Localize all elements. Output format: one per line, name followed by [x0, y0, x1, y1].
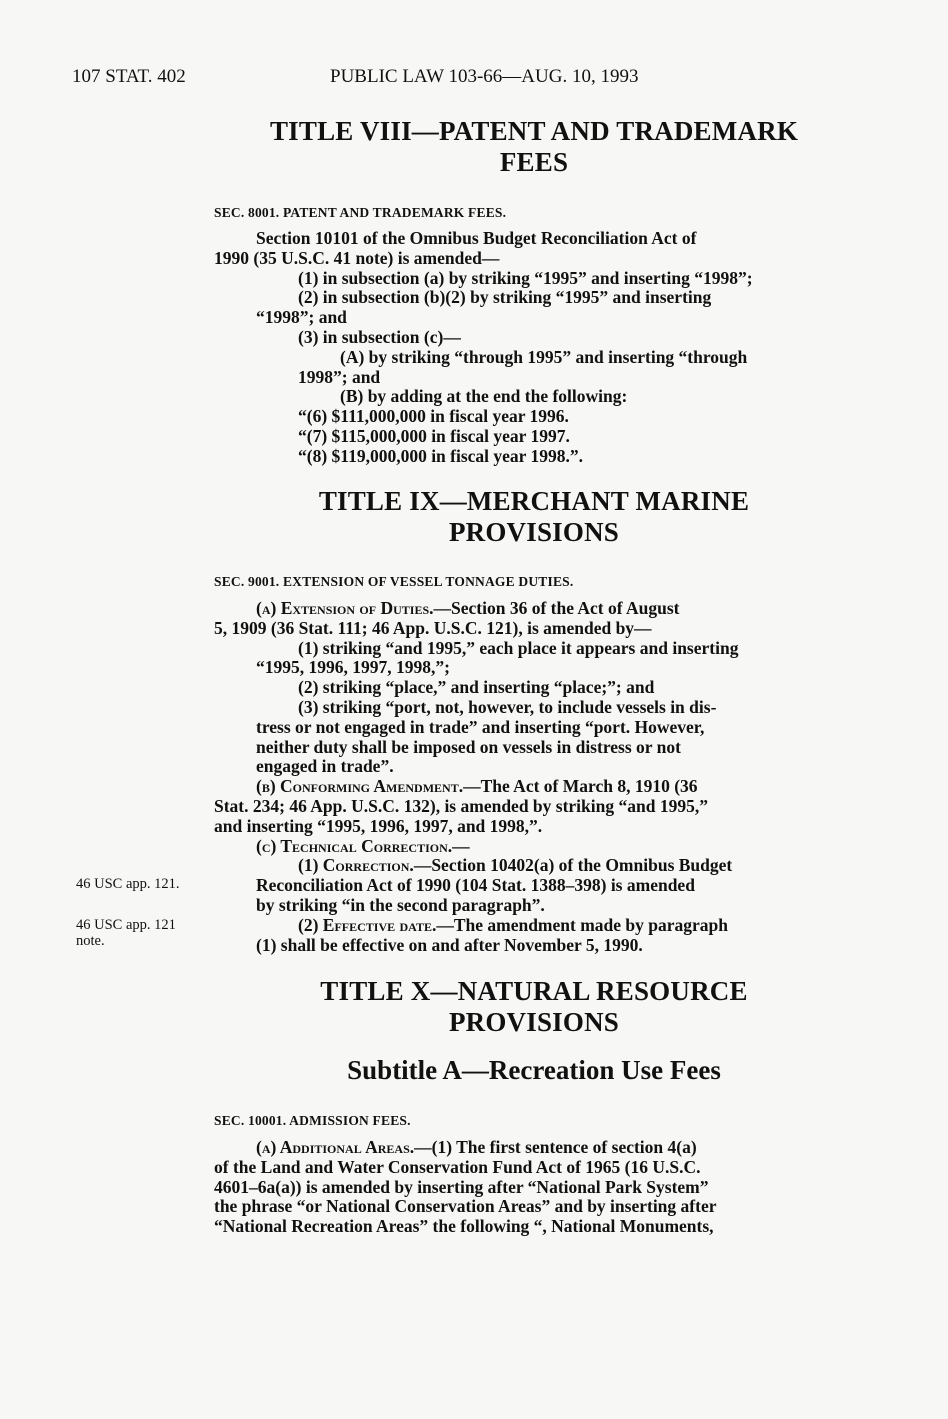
- title-viii-heading: TITLE VIII—PATENT AND TRADEMARK FEES: [269, 116, 799, 177]
- subtitle-a-heading: Subtitle A—Recreation Use Fees: [347, 1055, 721, 1085]
- stat-page-number: 107 STAT. 402: [72, 66, 186, 87]
- margin-note-usc-note: 46 USC app. 121 note.: [76, 917, 176, 949]
- page-header: [72, 66, 888, 96]
- sec-9001-heading: SEC. 9001. EXTENSION OF VESSEL TONNAGE DUTIES.: [214, 574, 574, 589]
- margin-note-usc: 46 USC app. 121.: [76, 876, 180, 892]
- sec-8001-heading: SEC. 8001. PATENT AND TRADEMARK FEES.: [214, 205, 507, 220]
- sec-10001-heading: SEC. 10001. ADMISSION FEES.: [214, 1113, 411, 1128]
- sec-9001-body: (a) Extension of Duties.—Section 36 of the Act of August 5, 1909 (36 Stat. 111; 46 App. U.S.C. 121), is amended by— (1) striking “and 1995,” each place it appears and inserting “1995, 1996, 1997, 1998,”; (2) striking “place,” and inserting “place;”; and (3) striking “port, not, however, to include vessels in dis- tress or not engaged in trade” and inserting “port. However, neither duty shall be imposed on vessels in distress or not engaged in trade”. (b) Conforming Amendment.—The Act of March 8, 1910 (36 Stat. 234; 46 App. U.S.C. 132), is amended by striking “and 1995,” and inserting “1995, 1996, 1997, and 1998,”. (c) Technical Correction.— (1) Correction.—Section 10402(a) of the Omnibus Budget Reconciliation Act of 1990 (104 Stat. 1388–398) is amended by striking “in the second paragraph”. (2) Effective date.—The amendment made by paragraph (1) shall be effective on and after November 5, 1990.: [214, 598, 739, 955]
- title-x-heading: TITLE X—NATURAL RESOURCE PROVISIONS: [320, 976, 748, 1037]
- sec-10001-body: (a) Additional Areas.—(1) The first sentence of section 4(a) of the Land and Water Conservation Fund Act of 1965 (16 U.S.C. 4601–6a(a)) is amended by inserting after “National Park System” the phrase “or National Conservation Areas” and by inserting after “National Recreation Areas” the following “, National Monuments,: [214, 1137, 717, 1237]
- sec-8001-body: Section 10101 of the Omnibus Budget Reconciliation Act of 1990 (35 U.S.C. 41 note) is amended— (1) in subsection (a) by striking “1995” and inserting “1998”; (2) in subsection (b)(2) by striking “1995” and inserting “1998”; and (3) in subsection (c)— (A) by striking “through 1995” and inserting “through 1998”; and (B) by adding at the end the following: “(6) $111,000,000 in fiscal year 1996. “(7) $115,000,000 in fiscal year 1997. “(8) $119,000,000 in fiscal year 1998.”.: [214, 228, 753, 466]
- public-law-heading: PUBLIC LAW 103-66—AUG. 10, 1993: [330, 66, 639, 87]
- title-ix-heading: TITLE IX—MERCHANT MARINE PROVISIONS: [318, 486, 750, 547]
